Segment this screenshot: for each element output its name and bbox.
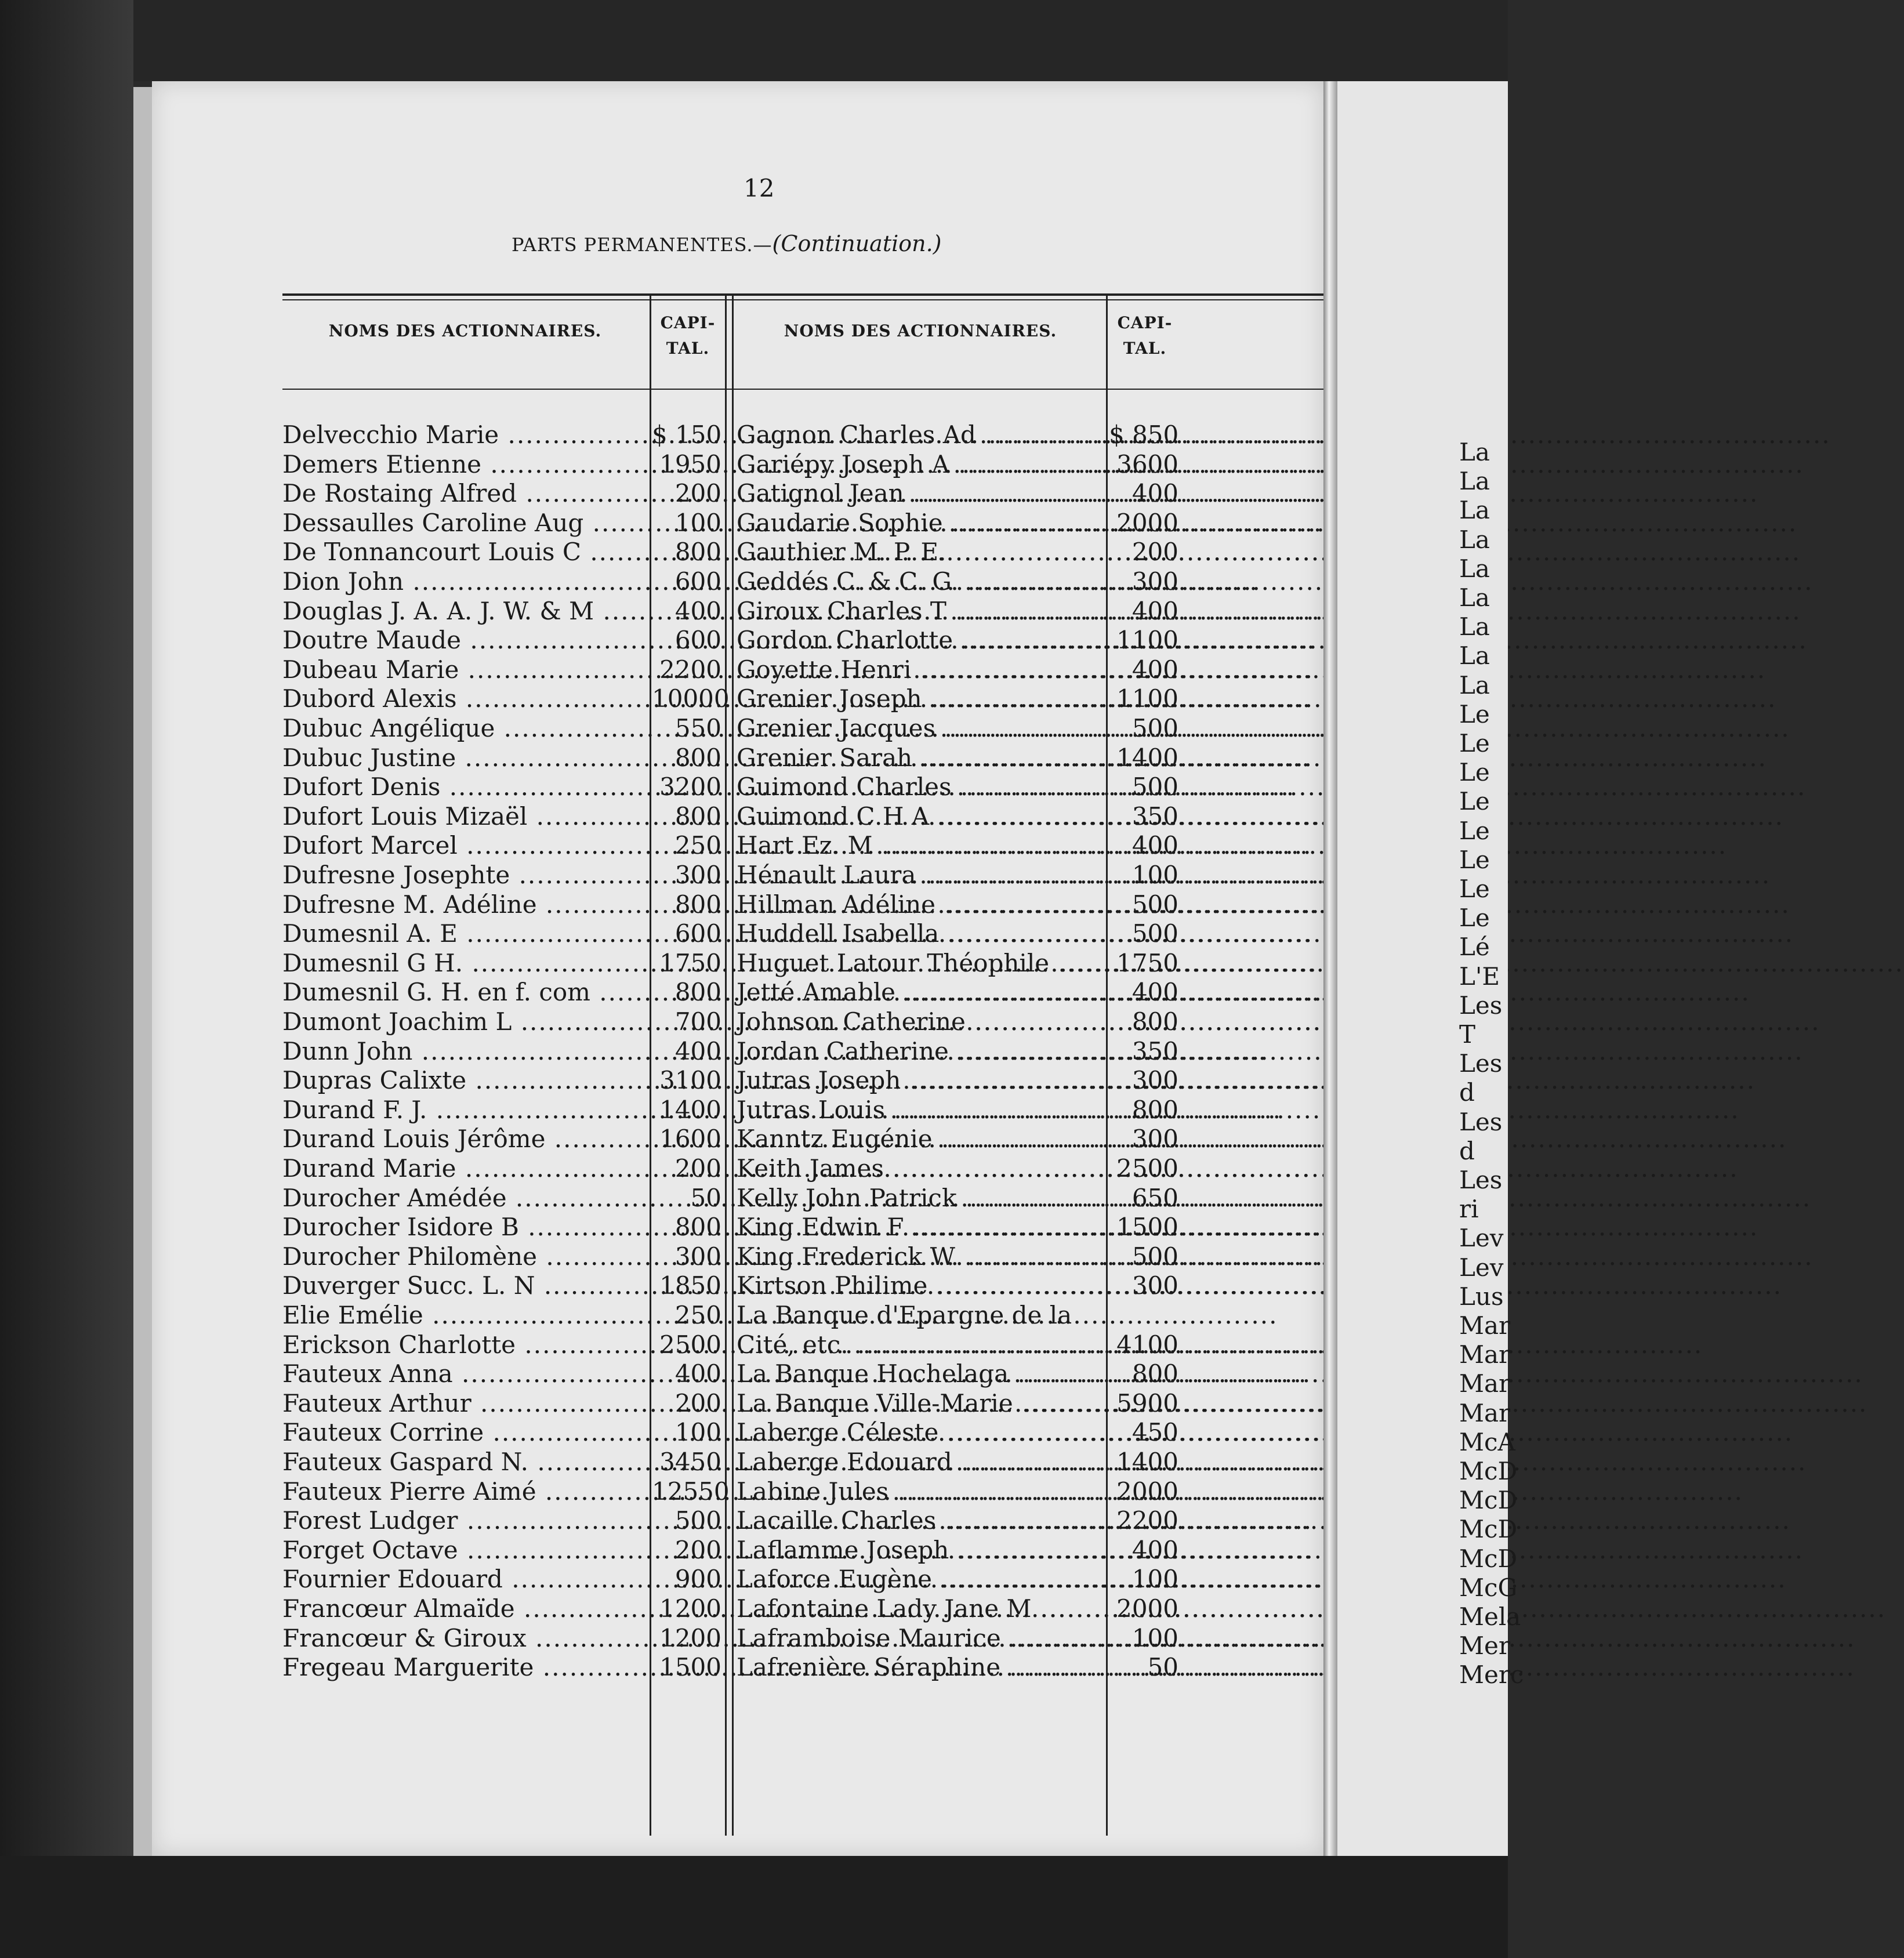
capital-amount: 500 — [1131, 919, 1178, 948]
capital-amount: 3450 — [659, 1448, 721, 1476]
facing-page-fragment: L'E — [1459, 962, 1500, 991]
capital-amount: 100 — [1131, 861, 1178, 889]
capital-amount: 800 — [1131, 1359, 1178, 1388]
shareholder-name: Kelly John Patrick ..... — [737, 1184, 1102, 1213]
shareholder-name: Keith James ..... — [737, 1154, 1102, 1183]
table-row — [152, 919, 1323, 948]
table-row — [152, 1594, 1323, 1623]
title-continuation: (Continuation.) — [772, 231, 942, 256]
shareholder-name: Dupras Calixte ..... — [282, 1066, 645, 1095]
capital-amount: 500 — [1131, 890, 1178, 919]
shareholder-name: Fournier Edouard ..... — [282, 1565, 645, 1594]
shareholder-name: Delvecchio Marie ..... — [282, 420, 645, 449]
table-row — [152, 978, 1323, 1007]
shareholder-name: Huddell Isabella ..... — [737, 919, 1102, 948]
table-row — [152, 1037, 1323, 1066]
shareholder-name: Grenier Sarah ..... — [737, 744, 1102, 773]
table-row — [152, 626, 1323, 655]
capital-amount: 3600 — [1116, 449, 1178, 478]
shareholder-name: Durocher Isidore B ..... — [282, 1213, 645, 1242]
table-row — [152, 1477, 1323, 1506]
capital-amount: 300 — [674, 1242, 721, 1271]
table-row — [152, 1271, 1323, 1300]
capital-amount: 2000 — [1116, 1594, 1178, 1623]
header-bottom-rule — [282, 389, 1344, 390]
capital-amount: 550 — [674, 714, 721, 742]
shareholder-name: Fregeau Marguerite ..... — [282, 1653, 645, 1682]
table-row — [152, 1506, 1323, 1535]
shareholder-name: Dunn John ..... — [282, 1037, 645, 1066]
capital-amount: 4100 — [1116, 1330, 1178, 1359]
shareholder-name: Giroux Charles T ..... — [737, 597, 1102, 626]
capital-amount: 50 — [1147, 1653, 1178, 1682]
shareholder-name: Cité, etc. ..... — [737, 1330, 1102, 1359]
capital-amount: 500 — [674, 1506, 721, 1535]
facing-page-fragment: d — [1459, 1078, 1475, 1107]
facing-page-fragment: McD — [1459, 1486, 1518, 1515]
capital-amount: 800 — [674, 743, 721, 772]
shareholder-name: Durand Marie ..... — [282, 1154, 645, 1183]
facing-page-fragment: d — [1459, 1136, 1475, 1165]
table-row — [152, 949, 1323, 978]
shareholder-name: Kanntz Eugénie ..... — [737, 1125, 1102, 1154]
facing-page-fragment: Le — [1459, 758, 1490, 787]
shareholder-name: Laflamme Joseph ..... — [737, 1536, 1102, 1565]
capital-amount: 400 — [1131, 596, 1178, 625]
facing-page-fragment: La — [1459, 554, 1490, 583]
header-capital-left: CAPI- TAL. — [660, 313, 716, 358]
shareholder-name: Gauthier M. P. E. ..... — [737, 538, 1102, 567]
capital-amount: 10000 — [652, 684, 730, 713]
capital-amount: 350 — [1131, 1036, 1178, 1065]
shareholder-name: Durocher Amédée ..... — [282, 1184, 645, 1213]
shareholder-name: Geddés C. & C. G. ..... — [737, 567, 1102, 596]
header-names-left: NOMS DES ACTIONNAIRES. — [328, 321, 602, 340]
table-row — [152, 1184, 1323, 1213]
capital-amount: 600 — [674, 567, 721, 596]
capital-amount: 250 — [674, 1301, 721, 1329]
shareholder-name: Dessaulles Caroline Aug ..... — [282, 509, 645, 538]
shareholder-name: De Tonnancourt Louis C ..... — [282, 538, 645, 567]
table-row — [152, 1389, 1323, 1418]
shareholder-name: Dufort Marcel ..... — [282, 831, 645, 860]
shareholder-name: Labine Jules ..... — [737, 1477, 1102, 1506]
shareholder-name: Laframboise Maurice ..... — [737, 1624, 1102, 1653]
capital-amount: 100 — [674, 1418, 721, 1447]
capital-amount: 500 — [1131, 1242, 1178, 1271]
capital-amount: $ 850 — [1109, 420, 1179, 449]
facing-page — [1337, 81, 1524, 1856]
shareholder-name: Dion John ..... — [282, 567, 645, 596]
capital-amount: 200 — [1131, 538, 1178, 567]
shareholder-name: Guimond C H A ..... — [737, 802, 1102, 831]
table-row — [152, 890, 1323, 919]
capital-amount: 2500 — [659, 1330, 721, 1359]
table-row — [152, 1536, 1323, 1565]
capital-amount: 1100 — [1116, 684, 1178, 713]
capital-amount: 250 — [674, 831, 721, 860]
shareholder-name: Jutras Joseph ..... — [737, 1066, 1102, 1095]
table-row — [152, 831, 1323, 860]
section-title — [512, 231, 942, 256]
capital-amount: 50 — [690, 1183, 721, 1212]
shareholder-name: Lacaille Charles ..... — [737, 1506, 1102, 1535]
facing-page-fragment: La — [1459, 612, 1490, 641]
capital-amount: 300 — [1131, 1271, 1178, 1300]
shareholder-name: Gordon Charlotte ..... — [737, 626, 1102, 655]
facing-page-fragment: La — [1459, 467, 1490, 496]
capital-amount: 600 — [674, 919, 721, 948]
capital-amount: $ 150 — [652, 420, 722, 449]
capital-amount: 300 — [1131, 567, 1178, 596]
facing-page-fragment: Le — [1459, 904, 1490, 933]
capital-amount: 800 — [674, 538, 721, 567]
table-row — [152, 1007, 1323, 1036]
capital-amount: 100 — [1131, 1623, 1178, 1652]
table-row — [152, 1125, 1323, 1154]
capital-amount: 12550 — [652, 1477, 730, 1506]
table-row — [152, 684, 1323, 713]
shareholder-name: Laberge Céleste ..... — [737, 1418, 1102, 1447]
capital-amount: 400 — [1131, 479, 1178, 508]
capital-amount: 1600 — [659, 1125, 721, 1154]
facing-page-fragment: ri — [1459, 1195, 1479, 1224]
shareholder-name: Dubuc Angélique ..... — [282, 714, 645, 743]
shareholder-name: Duverger Succ. L. N ..... — [282, 1271, 645, 1300]
facing-page-fragment: La — [1459, 525, 1490, 554]
shareholder-name: Demers Etienne ..... — [282, 450, 645, 479]
capital-amount: 800 — [674, 978, 721, 1007]
capital-amount: 200 — [674, 1388, 721, 1417]
facing-page-fragment: Les — [1459, 1107, 1503, 1136]
capital-amount: 2000 — [1116, 1477, 1178, 1506]
capital-amount: 900 — [674, 1565, 721, 1594]
shareholder-name: Dufresne Josephte ..... — [282, 861, 645, 890]
film-border-top — [0, 0, 1508, 81]
capital-amount: 300 — [1131, 1125, 1178, 1154]
shareholder-name: Durocher Philomène ..... — [282, 1242, 645, 1271]
capital-amount: 400 — [1131, 978, 1178, 1007]
capital-amount: 350 — [1131, 802, 1178, 831]
facing-page-fragment: La — [1459, 641, 1490, 670]
table-row — [152, 1213, 1323, 1242]
facing-page-fragment: Mar — [1459, 1398, 1511, 1427]
table-row — [152, 714, 1323, 743]
shareholder-name: Laberge Edouard ..... — [737, 1448, 1102, 1477]
capital-amount: 300 — [674, 861, 721, 889]
facing-page-fragment: Le — [1459, 816, 1490, 845]
title-main: PARTS PERMANENTES.— — [512, 234, 773, 256]
facing-page-fragment: Les — [1459, 1049, 1503, 1078]
capital-amount: 1850 — [659, 1271, 721, 1300]
facing-page-fragment: La — [1459, 438, 1490, 466]
capital-amount: 1400 — [659, 1095, 721, 1124]
capital-amount: 200 — [674, 479, 721, 508]
facing-page-fragment: Lé — [1459, 933, 1490, 962]
table-row — [152, 861, 1323, 890]
shareholder-name: Gariépy Joseph A ..... — [737, 450, 1102, 479]
shareholder-name: Douglas J. A. A. J. W. & M ..... — [282, 597, 645, 626]
capital-amount: 500 — [1131, 714, 1178, 742]
capital-amount: 1100 — [1116, 626, 1178, 655]
shareholder-name: Guimond Charles ..... — [737, 773, 1102, 802]
shareholder-name: Hart Ez. M ..... — [737, 831, 1102, 860]
shareholder-name: Jordan Catherine ..... — [737, 1037, 1102, 1066]
shareholder-name: Durand F. J. ..... — [282, 1096, 645, 1125]
shareholder-name: Forest Ludger ..... — [282, 1506, 645, 1535]
shareholder-name: Dufresne M. Adéline ..... — [282, 890, 645, 919]
shareholder-name: Kirtson Philime ..... — [737, 1271, 1102, 1300]
header-capital-right: CAPI- TAL. — [1117, 313, 1173, 358]
capital-amount: 450 — [1131, 1418, 1178, 1447]
shareholder-name: Laforce Eugène ..... — [737, 1565, 1102, 1594]
capital-amount: 1200 — [659, 1623, 721, 1652]
capital-amount: 1400 — [1116, 743, 1178, 772]
shareholder-name: Gaudarie Sophie ..... — [737, 509, 1102, 538]
table-row — [152, 1330, 1323, 1359]
capital-amount: 2200 — [1116, 1506, 1178, 1535]
table-row — [152, 509, 1323, 538]
shareholder-name: Doutre Maude ..... — [282, 626, 645, 655]
facing-page-fragment: McA — [1459, 1427, 1515, 1456]
shareholder-name: Dubuc Justine ..... — [282, 744, 645, 773]
shareholder-name: Dumont Joachim L ..... — [282, 1007, 645, 1036]
capital-amount: 800 — [674, 1213, 721, 1242]
shareholder-name: Jutras Louis ..... — [737, 1096, 1102, 1125]
capital-amount: 400 — [1131, 655, 1178, 684]
table-top-rule-2 — [282, 299, 1344, 300]
table-row — [152, 773, 1323, 802]
shareholder-name: Gagnon Charles Ad ..... — [737, 420, 1102, 449]
capital-amount: 800 — [1131, 1007, 1178, 1036]
facing-page-fragment: La — [1459, 496, 1490, 525]
shareholder-name: La Banque d'Epargne de la — [737, 1301, 1072, 1329]
table-row — [152, 1418, 1323, 1447]
shareholder-name: Hénault Laura ..... — [737, 861, 1102, 890]
table-row — [152, 1565, 1323, 1594]
facing-page-fragment: Le — [1459, 845, 1490, 874]
capital-amount: 1950 — [659, 449, 721, 478]
shareholder-name: King Frederick W. ..... — [737, 1242, 1102, 1271]
table-row — [152, 744, 1323, 773]
shareholder-name: La Banque Ville-Marie ..... — [737, 1389, 1102, 1418]
shareholder-name: Fauteux Gaspard N. ..... — [282, 1448, 645, 1477]
table-row — [152, 1301, 1323, 1330]
table-row — [152, 802, 1323, 831]
facing-page-fragment: Mela — [1459, 1602, 1521, 1631]
shareholder-name: Jetté Amable ..... — [737, 978, 1102, 1007]
facing-page-fragment: Mar — [1459, 1369, 1511, 1398]
facing-page-fragment: Le — [1459, 875, 1490, 903]
capital-amount: 400 — [1131, 1535, 1178, 1564]
shareholder-name: La Banque Hochelaga ..... — [737, 1359, 1102, 1388]
capital-amount: 1400 — [1116, 1448, 1178, 1476]
shareholder-name: Johnson Catherine ..... — [737, 1007, 1102, 1036]
shareholder-name: Hillman Adéline ..... — [737, 890, 1102, 919]
capital-amount: 2500 — [1116, 1154, 1178, 1183]
capital-amount: 3200 — [659, 773, 721, 802]
shareholder-name: Goyette Henri ..... — [737, 655, 1102, 684]
table-row — [152, 1154, 1323, 1183]
facing-page-fragment: Les — [1459, 991, 1503, 1020]
capital-amount: 1500 — [659, 1653, 721, 1682]
shareholder-name: De Rostaing Alfred ..... — [282, 479, 645, 508]
capital-amount: 1750 — [659, 948, 721, 977]
book-spine — [1323, 81, 1337, 1879]
table-row — [152, 597, 1323, 626]
facing-page-fragment: Le — [1459, 787, 1490, 816]
capital-amount: 200 — [674, 1535, 721, 1564]
shareholder-name: Fauteux Anna ..... — [282, 1359, 645, 1388]
shareholder-name: Fauteux Corrine ..... — [282, 1418, 645, 1447]
table-row — [152, 1624, 1323, 1653]
shareholder-name: Grenier Jacques ..... — [737, 714, 1102, 743]
facing-page-fragment: Lev — [1459, 1224, 1504, 1253]
shareholder-name: Dumesnil G. H. en f. com ..... — [282, 978, 645, 1007]
table-row — [152, 450, 1323, 479]
facing-page-fragment: McD — [1459, 1457, 1518, 1485]
shareholder-name: Erickson Charlotte ..... — [282, 1330, 645, 1359]
shareholder-name: Fauteux Arthur ..... — [282, 1389, 645, 1418]
shareholder-name: Forget Octave ..... — [282, 1536, 645, 1565]
capital-amount: 1750 — [1116, 948, 1178, 977]
capital-amount: 2200 — [659, 655, 721, 684]
capital-amount: 800 — [674, 802, 721, 831]
shareholder-name: Dubord Alexis ..... — [282, 684, 645, 713]
table-row — [152, 1359, 1323, 1388]
shareholder-name: King Edwin F ..... — [737, 1213, 1102, 1242]
shareholder-name: Dufort Louis Mizaël ..... — [282, 802, 645, 831]
capital-amount: 100 — [674, 508, 721, 537]
shareholder-name: Huguet Latour Théophile ..... — [737, 949, 1102, 978]
capital-amount: 2000 — [1116, 508, 1178, 537]
facing-page-fragment: McG — [1459, 1573, 1518, 1602]
shareholder-name: Dufort Denis ..... — [282, 773, 645, 802]
capital-amount: 100 — [1131, 1565, 1178, 1594]
capital-amount: 1200 — [659, 1594, 721, 1623]
film-border-bottom — [0, 1856, 1508, 1958]
facing-page-fragment: Mar — [1459, 1340, 1511, 1369]
shareholder-name: Elie Emélie ..... — [282, 1301, 645, 1330]
capital-amount: 200 — [674, 1154, 721, 1183]
header-names-right: NOMS DES ACTIONNAIRES. — [784, 321, 1057, 340]
capital-amount: 400 — [674, 596, 721, 625]
table-row — [152, 538, 1323, 567]
capital-amount: 300 — [1131, 1066, 1178, 1095]
capital-amount: 700 — [674, 1007, 721, 1036]
table-row — [152, 1066, 1323, 1095]
capital-amount: 800 — [674, 890, 721, 919]
facing-page-fragment: Lus — [1459, 1282, 1504, 1311]
capital-amount: 1500 — [1116, 1213, 1178, 1242]
shareholder-name: Francœur & Giroux ..... — [282, 1624, 645, 1653]
shareholder-name: Lafontaine Lady Jane M ..... — [737, 1594, 1102, 1623]
table-row — [152, 655, 1323, 684]
shareholder-name: Francœur Almaïde ..... — [282, 1594, 645, 1623]
table-row — [152, 479, 1323, 508]
capital-amount: 3100 — [659, 1066, 721, 1095]
film-border-left — [0, 0, 133, 1958]
table-row — [152, 1448, 1323, 1477]
shareholder-name: Fauteux Pierre Aimé ..... — [282, 1477, 645, 1506]
capital-amount: 600 — [674, 626, 721, 655]
shareholder-name: Gatignol Jean ..... — [737, 479, 1102, 508]
document-page — [152, 81, 1323, 1856]
table-row — [152, 1653, 1323, 1682]
facing-page-fragment: T — [1459, 1020, 1476, 1049]
shareholder-name: Durand Louis Jérôme ..... — [282, 1125, 645, 1154]
capital-amount: 400 — [674, 1359, 721, 1388]
table-top-rule — [282, 293, 1344, 296]
facing-page-fragment: La — [1459, 583, 1490, 612]
table-row — [152, 420, 1323, 449]
facing-page-fragment: McD — [1459, 1515, 1518, 1544]
table-row — [152, 1242, 1323, 1271]
facing-page-fragment: Mer — [1459, 1631, 1510, 1660]
facing-page-fragment: La — [1459, 670, 1490, 699]
capital-amount: 500 — [1131, 773, 1178, 802]
capital-amount: 400 — [674, 1036, 721, 1065]
facing-page-fragment: Les — [1459, 1166, 1503, 1194]
facing-page-fragment: Merc — [1459, 1660, 1524, 1689]
capital-amount: 400 — [1131, 831, 1178, 860]
shareholder-name: Lafrenière Séraphine ..... — [737, 1653, 1102, 1682]
facing-page-fragment: Le — [1459, 699, 1490, 728]
shareholder-name: Grenier Joseph ..... — [737, 684, 1102, 713]
facing-page-fragment: Le — [1459, 729, 1490, 757]
table-row — [152, 1096, 1323, 1125]
table-row — [152, 567, 1323, 596]
facing-page-fragment: Mar — [1459, 1311, 1511, 1340]
page-number: 12 — [744, 174, 775, 202]
capital-amount: 800 — [1131, 1095, 1178, 1124]
shareholder-name: Dubeau Marie ..... — [282, 655, 645, 684]
shareholder-name: Dumesnil G H. ..... — [282, 949, 645, 978]
shareholder-name: Dumesnil A. E ..... — [282, 919, 645, 948]
capital-amount: 5900 — [1116, 1388, 1178, 1417]
facing-page-fragment: Lev — [1459, 1253, 1504, 1282]
capital-amount: 650 — [1131, 1183, 1178, 1212]
facing-page-fragment: McD — [1459, 1544, 1518, 1573]
